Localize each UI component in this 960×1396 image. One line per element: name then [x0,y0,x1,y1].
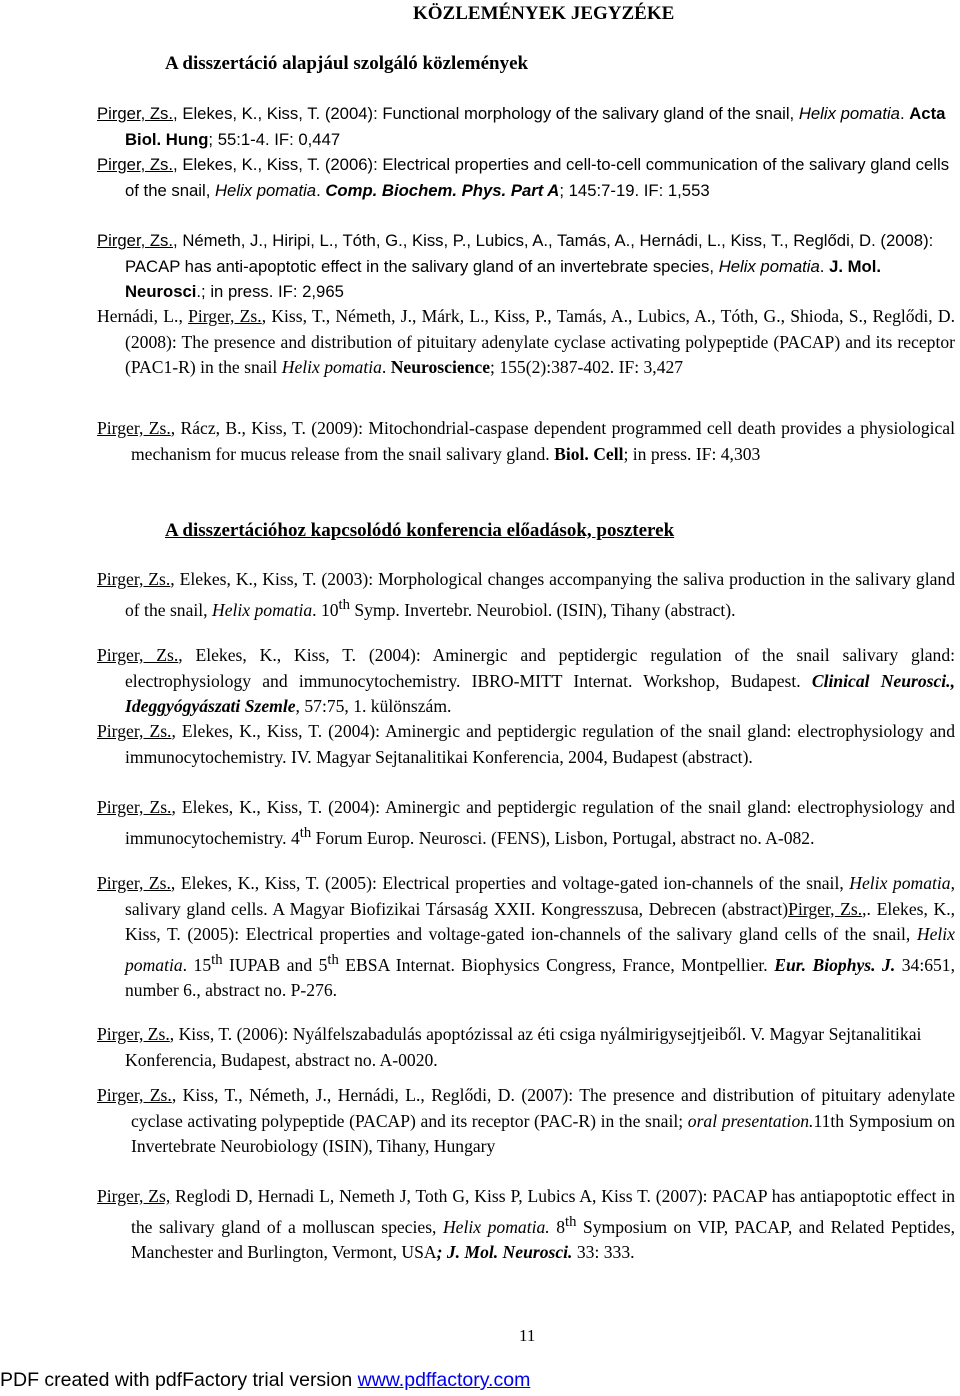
publication-entry: Pirger, Zs., Elekes, K., Kiss, T. (2006): Electrical properties and cell-to-cell communication of the salivary gland cells of the snail, Helix pomatia. Comp. Biochem. Phys. Part A; 145:7-19. IF: 1,553 [97,155,950,200]
author-highlight: Pirger, Zs. [97,721,172,741]
publication-entry: Pirger, Zs., Németh, J., Hiripi, L., Tóth, G., Kiss, P., Lubics, A., Tamás, A., Hernádi, L., Kiss, T., Reglődi, D. (2008): PACAP has anti-apoptotic effect in the salivary gland of an invertebrate species, Helix pomatia. J. Mol. Neurosci.; in press. IF: 2,965 [97,231,934,301]
author-highlight: Pirger, Zs. [788,898,863,919]
footer-text: PDF created with pdfFactory trial version [0,1369,358,1391]
author-highlight: Pirger, Zs. [97,645,179,665]
author-highlight: Pirger, Zs. [97,1024,170,1044]
publication-entry: Hernádi, L., Pirger, Zs., Kiss, T., Németh, J., Márk, L., Kiss, P., Tamás, A., Lubics, A., Tóth, G., Shioda, S., Reglődi, D. (2008): The presence and distribution of pituitary adenylate cyclase activating polypeptide (PACAP) and its receptor (PAC1-R) in the snail Helix pomatia. Neuroscience; 155(2):387-402. IF: 3,427 [97,306,955,377]
author-highlight: Pirger, Zs. [97,104,174,123]
author-highlight: Pirger, Zs. [97,231,174,250]
conference-entry: Pirger, Zs, Reglodi D, Hernadi L, Nemeth J, Toth G, Kiss P, Lubics A, Kiss T. (2007): PACAP has antiapoptotic effect in the salivary gland of a molluscan species, Helix pomatia. 8th Symposium on VIP, PACAP, and Related Peptides, Manchester and Burlington, Vermont, USA; J. Mol. Neurosci. 33: 333. [97,1186,956,1262]
publication-entry: Pirger, Zs., Elekes, K., Kiss, T. (2004): Functional morphology of the salivary gland of the snail, Helix pomatia. Acta Biol. Hung; 55:1-4. IF: 0,447 [97,104,946,149]
author-highlight: Pirger, Zs. [97,797,172,817]
conference-entry: Pirger, Zs., Kiss, T., Németh, J., Hernádi, L., Reglődi, D. (2007): The presence and distribution of pituitary adenylate cyclase activating polypeptide (PACAP) and its receptor (PAC-R) in the snail; oral presentation.11th Symposium on Invertebrate Neurobiology (ISIN), Tihany, Hungary [97,1085,956,1156]
section-heading-publications: A disszertáció alapjául szolgáló közlemények [165,53,529,74]
section-heading-conferences: A disszertációhoz kapcsolódó konferencia előadások, poszterek [165,520,675,541]
page-title: KÖZLEMÉNYEK JEGYZÉKE [413,3,675,24]
author-highlight: Pirger, Zs. [97,418,171,438]
conference-entry: Pirger, Zs., Elekes, K., Kiss, T. (2003): Morphological changes accompanying the saliva production in the salivary gland of the snail, Helix pomatia. 10th Symp. Invertebr. Neurobiol. (ISIN), Tihany (abstract). [97,569,955,620]
author-highlight: Pirger, Zs. [97,155,174,174]
author-highlight: Pirger, Zs. [97,569,171,589]
publication-entry: Pirger, Zs., Rácz, B., Kiss, T. (2009): Mitochondrial-caspase dependent programmed cell death provides a physiological mechanism for mucus release from the snail salivary gland. Biol. Cell; in press. IF: 4,303 [97,418,956,464]
page-number: 11 [519,1326,536,1345]
conference-entry: Pirger, Zs., Elekes, K., Kiss, T. (2005): Electrical properties and voltage-gated ion-channels of the snail, Helix pomatia, salivary gland cells. A Magyar Biofizikai Társaság XXII. Kongresszusa, Debrecen (abstract)Pirger, Zs.,. Elekes, K., Kiss, T. (2005): Electrical properties and voltage-gated ion-channels of the salivary gland cells of the snail, Helix pomatia. 15th IUPAB and 5th EBSA Internat. Biophysics Congress, France, Montpellier. Eur. Biophys. J. 34:651, number 6., abstract no. P-276. [97,873,955,1000]
conference-entry: Pirger, Zs., Elekes, K., Kiss, T. (2004): Aminergic and peptidergic regulation of the snail salivary gland: electrophysiology and immunocytochemistry. IBRO-MITT Internat. Workshop, Budapest. Clinical Neurosci., Ideggyógyászati Szemle, 57:75, 1. különszám. [97,645,956,716]
conference-entry: Pirger, Zs., Kiss, T. (2006): Nyálfelszabadulás apoptózissal az éti csiga nyálmirigysejtjeiből. V. Magyar Sejtanalitikai Konferencia, Budapest, abstract no. A-0020. [97,1024,922,1070]
pdf-footer [0,1368,960,1394]
conference-entry: Pirger, Zs., Elekes, K., Kiss, T. (2004): Aminergic and peptidergic regulation of the snail gland: electrophysiology and immunocytochemistry. 4th Forum Europ. Neurosci. (FENS), Lisbon, Portugal, abstract no. A-082. [97,797,955,848]
footer-link[interactable]: www.pdffactory.com [357,1369,531,1391]
author-highlight: Pirger, Zs. [97,873,171,893]
author-highlight: Pirger, Zs. [97,1085,172,1105]
author-highlight: Pirger, Zs. [188,306,262,326]
author-highlight: Pirger, Zs, [97,1186,171,1206]
conference-entry: Pirger, Zs., Elekes, K., Kiss, T. (2004): Aminergic and peptidergic regulation of the snail gland: electrophysiology and immunocytochemistry. IV. Magyar Sejtanalitikai Konferencia, 2004, Budapest (abstract). [97,721,955,767]
